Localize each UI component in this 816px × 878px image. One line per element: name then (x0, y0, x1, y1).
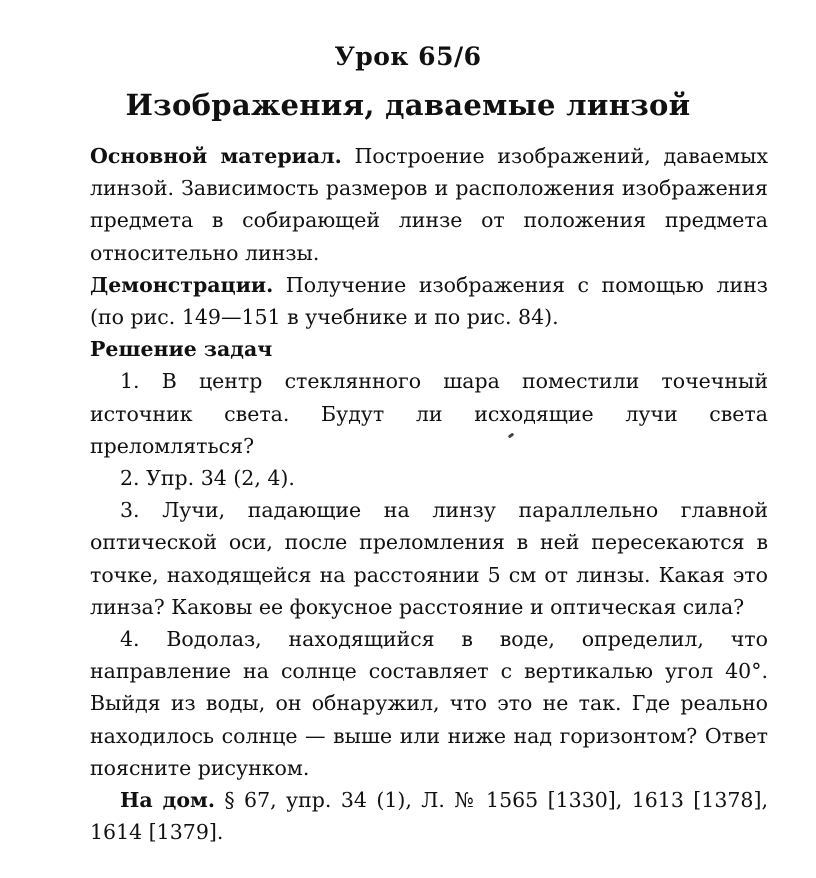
homework-paragraph (90, 784, 768, 848)
main-material-label: Основной материал. (90, 144, 342, 168)
demonstrations-paragraph (90, 269, 768, 333)
problem-item: 4. Водолаз, находящийся в воде, определил, что направление на солнце составляет с вертикалью угол 40°. Выйдя из воды, он обнаружил, что это не так. Где реально находилось солнце — выше или ниже над горизонтом? Ответ поясните рисунком. (90, 627, 768, 780)
demonstrations-text: Получение изображения с помощью линз (по рис. 149—151 в учебнике и по рис. 84). (90, 272, 768, 330)
problem-item: 3. Лучи, падающие на линзу параллельно главной оптической оси, после преломления в ней пересекаются в точке, находящейся на расстоянии 5 см от линзы. Какая это линза? Каковы ее фокусное расстояние и оптическая сила? (90, 498, 768, 619)
lesson-number: Урок 65/6 (334, 42, 482, 71)
lesson-body (90, 140, 768, 848)
main-material-text: Построение изображений, даваемых линзой. Зависимость размеров и расположения изображения предмета в собирающей линзе от положения предмета относительно линзы. (90, 144, 769, 265)
homework-text: § 67, упр. 34 (1), Л. № 1565 [1330], 1613 [1378], 1614 [1379]. (90, 788, 768, 845)
main-material-paragraph (90, 140, 768, 269)
problems-heading: Решение задач (90, 337, 273, 362)
demonstrations-label: Демонстрации. (90, 272, 274, 297)
homework-label: На дом. (120, 788, 215, 813)
problem-item: 2. Упр. 34 (2, 4). (120, 466, 295, 491)
problem-item: 1. В центр стеклянного шара поместили точечный источник света. Будут ли исходящие лучи света преломляться? (90, 369, 768, 458)
lesson-title: Изображения, даваемые линзой (125, 88, 691, 122)
